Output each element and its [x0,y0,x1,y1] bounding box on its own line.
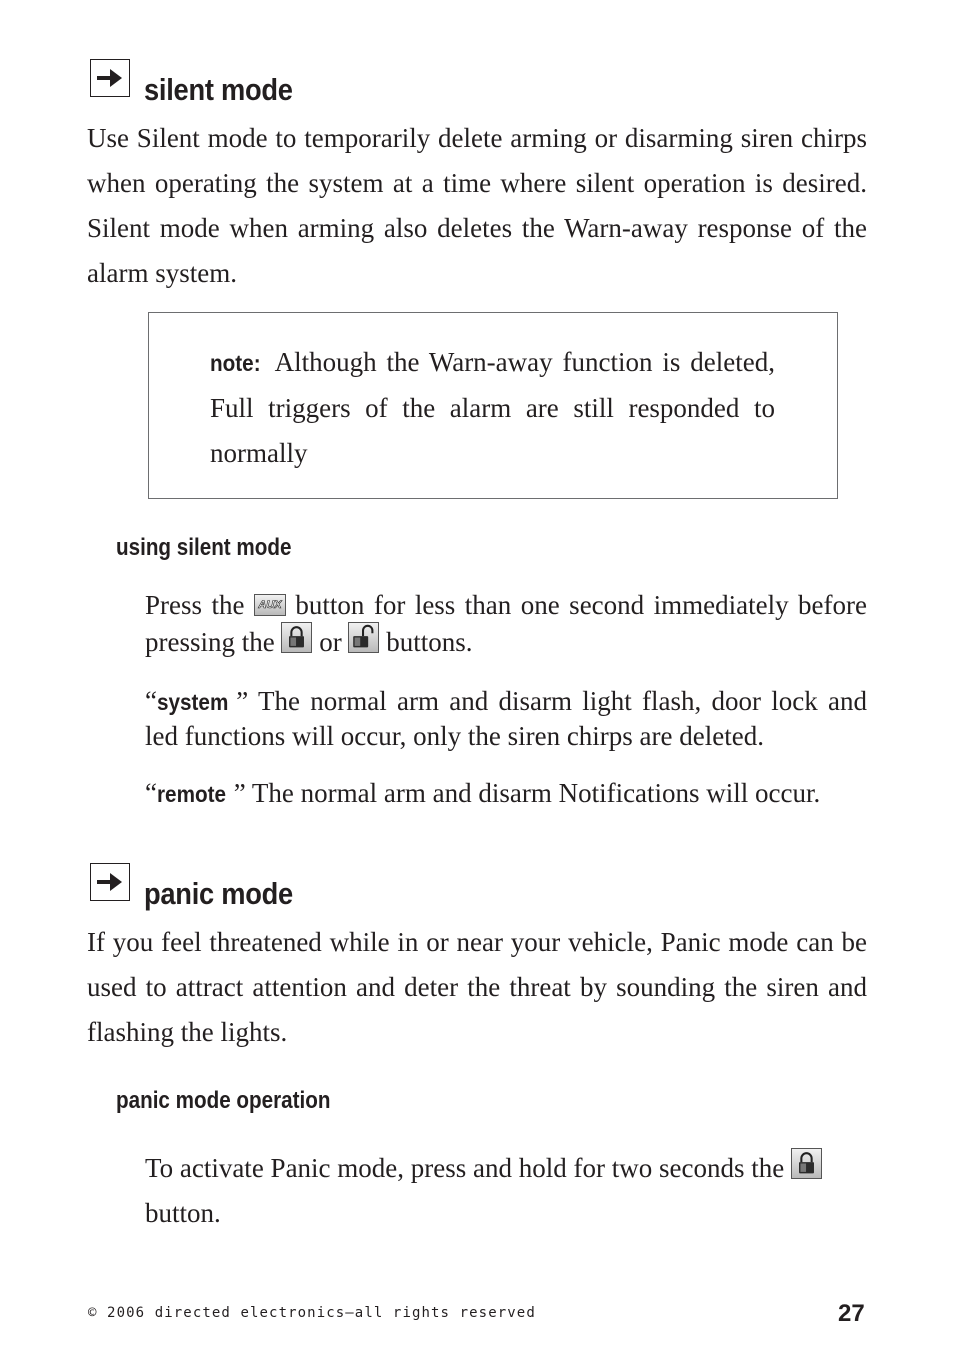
note-label: note: [210,350,261,376]
lock-button-icon [281,622,312,653]
remote-paragraph [145,776,867,811]
arrow-icon [90,59,130,97]
instruction-text-or: or [312,627,349,657]
page-number: 27 [838,1300,865,1327]
remote-text: ” The normal arm and disarm Notifications will occur. [233,778,821,808]
note-paragraph [210,340,775,476]
unlock-button-icon [348,622,379,653]
panic-mode-intro: If you feel threatened while in or near your vehicle, Panic mode can be used to attract attention and deter the threat by sounding the siren and flashing the lights. [87,927,867,1047]
silent-mode-intro: Use Silent mode to temporarily delete arming or disarming siren chirps when operating the system at a time where silent operation is desired. Silent mode when arming also deletes the Warn-away response of the alarm system. [87,123,867,288]
lock-button-icon [791,1148,822,1179]
instruction-text-2: button for less than one second immediately before pressing the [145,590,868,657]
note-text: Although the Warn-away function is deleted, Full triggers of the alarm are still responded to normally [210,347,775,468]
panic-activate-paragraph [145,1146,867,1236]
subheading-panic-mode-operation: panic mode operation [116,1087,331,1114]
aux-button-icon: AUX [254,594,286,616]
note-box [148,312,838,499]
footer-copyright: © 2006 directed electronics—all rights reserved [88,1305,536,1321]
system-keyword: system [156,689,229,715]
system-text: ” The normal arm and disarm light flash, door lock and led functions will occur, only the siren chirps are deleted. [145,686,867,751]
remote-keyword: remote [156,781,227,807]
section-heading-panic-mode: panic mode [144,876,293,911]
silent-mode-instructions [145,588,867,659]
section-heading-silent-mode: silent mode [144,72,293,107]
subheading-using-silent-mode: using silent mode [116,534,292,561]
panic-activate-end: button. [145,1198,221,1228]
system-paragraph [145,684,867,753]
system-open-quote: “ [145,686,157,716]
instruction-text-3: buttons. [379,627,473,657]
arrow-icon [90,863,130,901]
instruction-text-1: Press the [145,590,254,620]
remote-open-quote: “ [145,778,157,808]
panic-activate-text: To activate Panic mode, press and hold for two seconds the [145,1153,791,1183]
